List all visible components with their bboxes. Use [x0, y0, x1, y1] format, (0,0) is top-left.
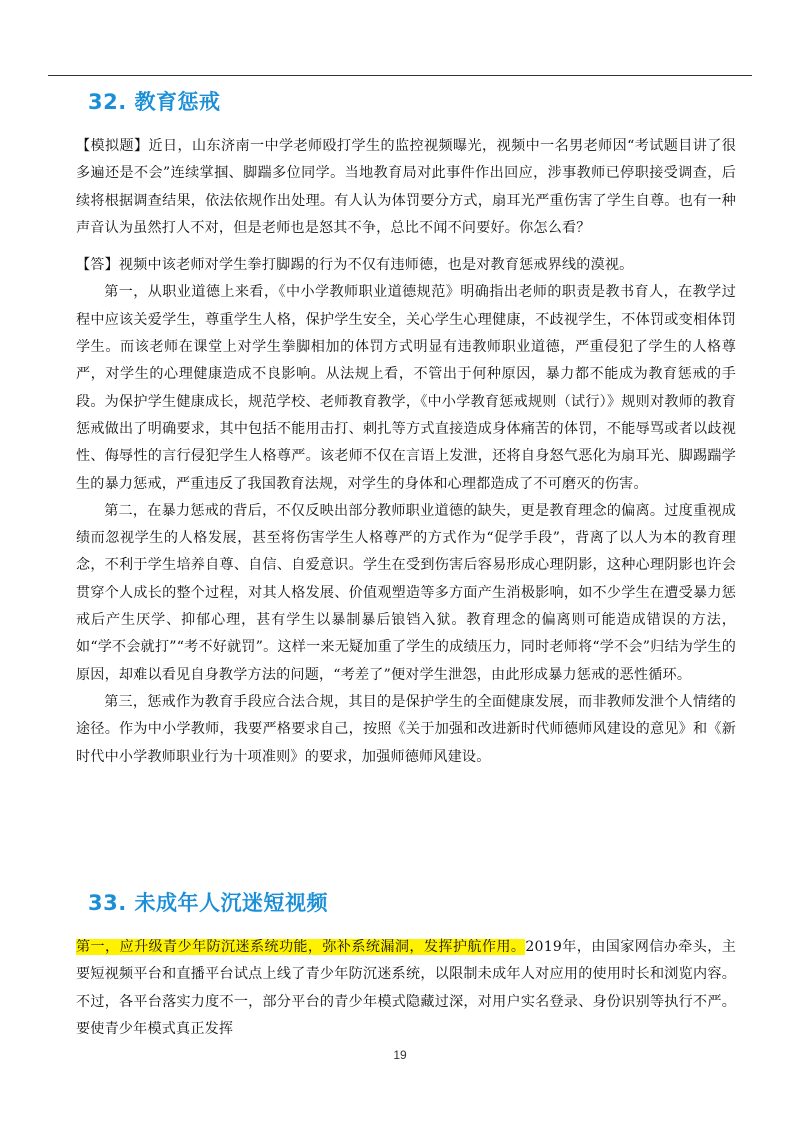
answer-tag: 【答】	[76, 257, 119, 274]
answer-text: 视频中该老师对学生拳打脚踢的行为不仅有违师德，也是对教育惩戒界线的漠视。	[118, 257, 634, 274]
section-heading-32: 32. 教育惩戒	[88, 90, 221, 114]
point-1-paragraph: 第一，从职业道德上来看，《中小学教师职业道德规范》明确指出老师的职责是教书育人，在教学过程中应该关爱学生，尊重学生人格，保护学生安全，关心学生心理健康，不歧视学生，不体罚或变相体罚学生。而该老师在课堂上对学生拳脚相加的体罚方式明显有违教师职业道德，严重侵犯了学生的人格尊严，对学生的心理健康造成不良影响。从法规上看，不管出于何种原因，暴力都不能成为教育惩戒的手段。为保护学生健康成长，规范学校、老师教育教学，《中小学教育惩戒规则（试行）》规则对教师的教育惩戒做出了明确要求，其中包括不能用击打、刺扎等方式直接造成身体痛苦的体罚，不能辱骂或者以歧视性、侮辱性的言行侵犯学生人格尊严。该老师不仅在言语上发泄，还将自身怒气恶化为扇耳光、脚踢踹学生的暴力惩戒，严重违反了我国教育法规，对学生的身体和心理都造成了不可磨灭的伤害。	[76, 284, 736, 492]
highlighted-text: 第一，应升级青少年防沉迷系统功能，弥补系统漏洞，发挥护航作用。	[76, 939, 526, 955]
section-heading-33: 33. 未成年人沉迷短视频	[88, 891, 329, 915]
section-32-body	[76, 133, 736, 771]
answer-paragraph	[76, 252, 736, 279]
section-33-text: 2019年，由国家网信办牵头，主要短视频平台和直播平台试点上线了青少年防沉迷系统，以限制未成年人对应用的使用时长和浏览内容。不过，各平台落实力度不一，部分平台的青少年模式隐藏过深，对用户实名登录、身份识别等执行不严。要使青少年模式真正发挥	[76, 939, 736, 1037]
page-number: 19	[393, 1048, 407, 1062]
header-rule	[48, 75, 752, 76]
section-33-paragraph	[76, 934, 736, 1043]
point-2-paragraph: 第二，在暴力惩戒的背后，不仅反映出部分教师职业道德的缺失，更是教育理念的偏离。过度重视成绩而忽视学生的人格发展，甚至将伤害学生人格尊严的方式作为“促学手段”，背离了以人为本的教育理念，不利于学生培养自尊、自信、自爱意识。学生在受到伤害后容易形成心理阴影，这种心理阴影也许会贯穿个人成长的整个过程，对其人格发展、价值观塑造等多方面产生消极影响，如不少学生在遭受暴力惩戒后产生厌学、抑郁心理，甚有学生以暴制暴后锒铛入狱。教育理念的偏离则可能造成错误的方法，如“学不会就打”“考不好就罚”。这样一来无疑加重了学生的成绩压力，同时老师将“学不会”归结为学生的原因，却难以看见自身教学方法的问题，“考差了”便对学生泄怨，由此形成暴力惩戒的恶性循环。	[76, 502, 736, 683]
point-3-paragraph: 第三，惩戒作为教育手段应合法合规，其目的是保护学生的全面健康发展，而非教师发泄个人情绪的途径。作为中小学教师，我要严格要求自己，按照《关于加强和改进新时代师德师风建设的意见》和《新时代中小学教师职业行为十项准则》的要求，加强师德师风建设。	[76, 693, 736, 765]
section-33-body	[76, 934, 736, 1043]
question-tag: 【模拟题】	[76, 138, 149, 154]
question-text: 近日，山东济南一中学老师殴打学生的监控视频曝光，视频中一名男老师因“考试题目讲了很多遍还是不会”连续掌掴、脚踹多位同学。当地教育局对此事件作出回应，涉事教师已停职接受调查，后续将根据调查结果，依法依规作出处理。有人认为体罚要分方式，扇耳光严重伤害了学生自尊。也有一种声音认为虽然打人不对，但是老师也是怒其不争，总比不闻不问要好。你怎么看？	[76, 138, 736, 236]
question-paragraph	[76, 133, 736, 242]
